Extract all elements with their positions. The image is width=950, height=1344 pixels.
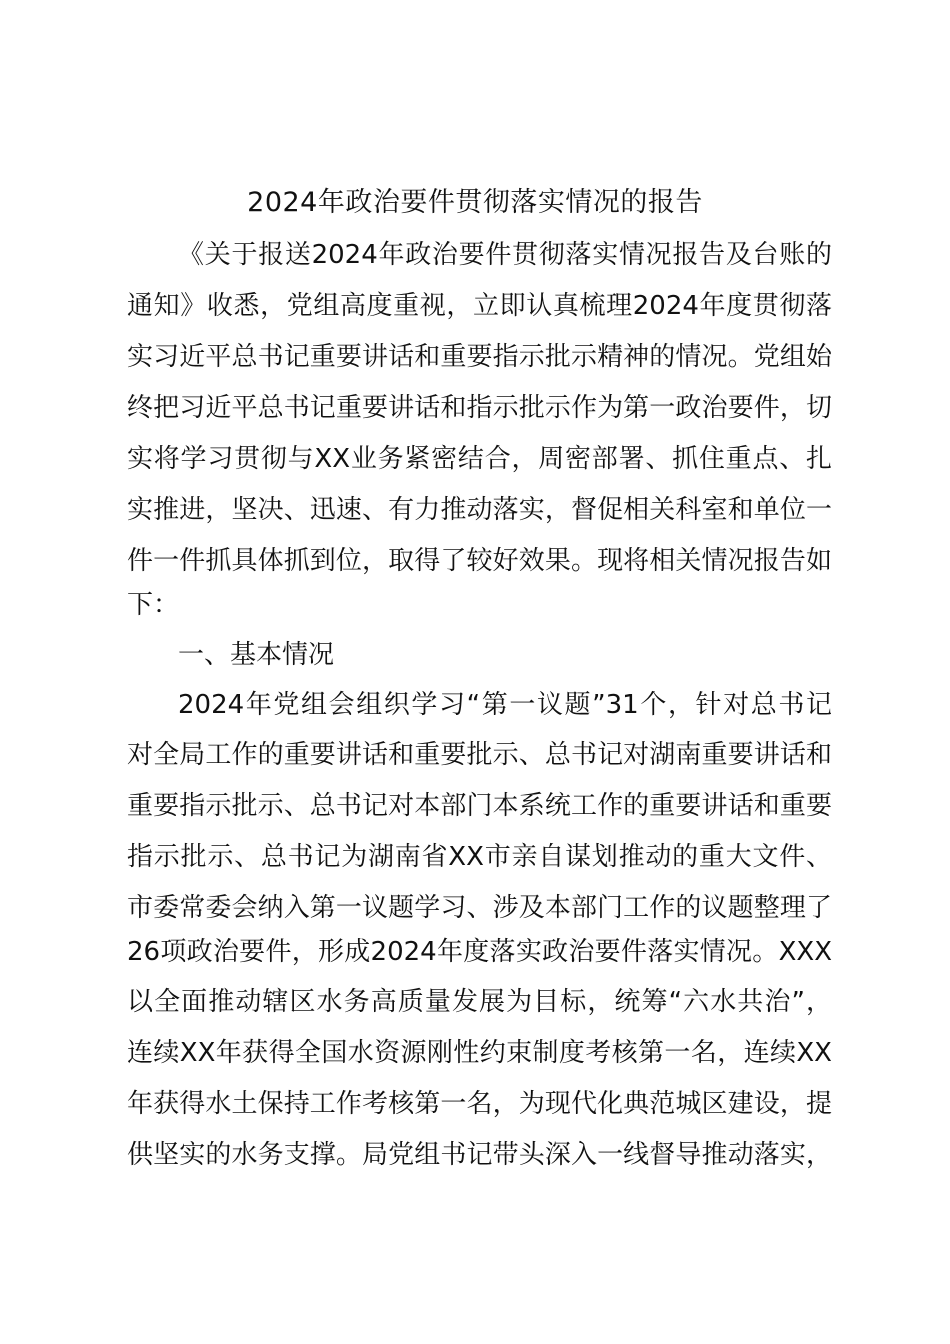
paragraph-line: 年获得水土保持工作考核第一名，为现代化典范城区建设，提 [127,1089,832,1119]
paragraph-line: 对全局工作的重要讲话和重要批示、总书记对湖南重要讲话和 [127,740,832,770]
paragraph-line: 2024年党组会组织学习“第一议题”31个，针对总书记 [178,690,832,720]
document-title: 2024年政治要件贯彻落实情况的报告 [247,187,703,218]
paragraph-line: 实习近平总书记重要讲话和重要指示批示精神的情况。党组始 [127,342,832,372]
paragraph-line: 实推进，坚决、迅速、有力推动落实，督促相关科室和单位一 [127,495,832,525]
paragraph-line: 以全面推动辖区水务高质量发展为目标，统筹“六水共治”， [127,987,832,1017]
paragraph-line: 通知》收悉，党组高度重视，立即认真梳理2024年度贯彻落 [127,291,832,321]
paragraph-line: 26项政治要件，形成2024年度落实政治要件落实情况。XXX [127,937,832,967]
paragraph-line: 下： [127,590,180,620]
section-heading: 一、基本情况 [178,640,335,670]
paragraph-line: 《关于报送2024年政治要件贯彻落实情况报告及台账的 [178,240,832,270]
paragraph-line: 连续XX年获得全国水资源刚性约束制度考核第一名，连续XX [127,1038,832,1068]
paragraph-line: 指示批示、总书记为湖南省XX市亲自谋划推动的重大文件、 [127,842,832,872]
paragraph-line: 供坚实的水务支撑。局党组书记带头深入一线督导推动落实， [127,1140,832,1170]
paragraph-line: 市委常委会纳入第一议题学习、涉及本部门工作的议题整理了 [127,893,832,923]
paragraph-line: 实将学习贯彻与XX业务紧密结合，周密部署、抓住重点、扎 [127,444,832,474]
paragraph-line: 终把习近平总书记重要讲话和指示批示作为第一政治要件，切 [127,393,832,423]
paragraph-line: 件一件抓具体抓到位，取得了较好效果。现将相关情况报告如 [127,546,832,576]
paragraph-line: 重要指示批示、总书记对本部门本系统工作的重要讲话和重要 [127,791,832,821]
